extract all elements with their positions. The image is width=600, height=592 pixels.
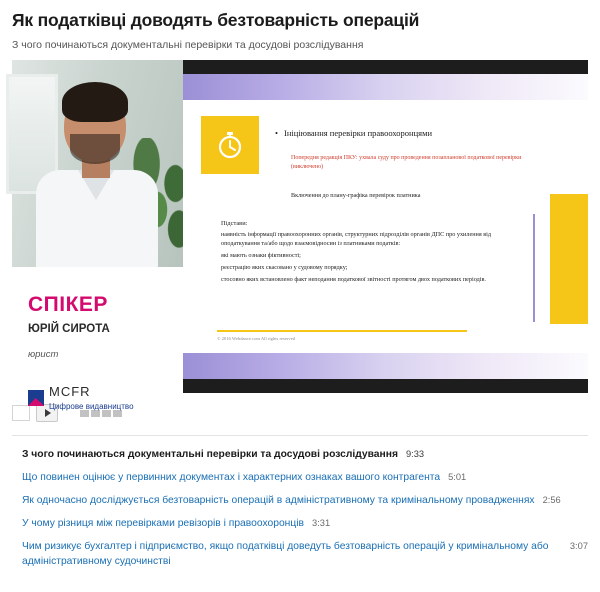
- slide-yellow-accent: [550, 194, 588, 324]
- chapter-list: [12, 436, 588, 574]
- slide-divider: [217, 330, 467, 332]
- speaker-video-frame: [12, 60, 183, 267]
- slide-ground-item: стосовно яких встановлено факт неподання податкової звітності протягом двох податкових періодів.: [221, 275, 486, 283]
- page-subtitle: З чого починаються документальні перевірки та досудові розслідування: [12, 39, 364, 51]
- speaker-beard: [70, 134, 120, 164]
- chapter-title: Чим ризикує бухгалтер і підприємство, якщо податківці доведуть безтоварність операцій у кримінальному або адміністративному судочинстві: [22, 540, 549, 567]
- page-header: [0, 0, 600, 51]
- chapter-item-5[interactable]: [12, 536, 588, 574]
- chapter-duration: 3:07: [569, 540, 588, 551]
- slide-bullet: • Ініціювання перевірки правоохоронцями: [275, 128, 432, 138]
- speaker-hair: [62, 82, 128, 122]
- chapter-title: Що повинен оцінює у первинних документах і характерних ознаках вашого контрагента: [22, 471, 441, 483]
- brand-logo: [28, 384, 167, 411]
- brand-name: MCFR: [49, 384, 91, 399]
- slide-red-note: Попередня редакція ПКУ: ухвала суду про проведення позапланової податкової перевірки (виключено): [291, 155, 522, 170]
- speaker-brow-left: [74, 118, 88, 121]
- chapter-item-3[interactable]: [12, 490, 588, 513]
- slide-ground-item: наявність інформації правоохоронних органів, структурних підрозділів органів ДПС про ухилення від оподаткування та/або щодо взаємовідносин із платниками податків:: [221, 231, 492, 247]
- stopwatch-icon: [201, 116, 259, 174]
- slide-footer: © 2016 Webdance.com All rights reserved: [217, 336, 296, 341]
- slide-grounds-title: Підстави:: [221, 220, 248, 227]
- slide-line-2: Включення до плану-графіка перевірок платника: [291, 192, 421, 199]
- chapter-title: Як одночасно досліджується безтоварність операцій в адміністративному та кримінальному провадженнях: [22, 494, 535, 506]
- page-title: Як податківці доводять безтоварність операцій: [12, 10, 420, 30]
- slide-top-gradient: [183, 74, 588, 100]
- speaker-info-card: [12, 267, 183, 411]
- chapter-duration: 9:33: [405, 449, 425, 459]
- speaker-name: ЮРІЙ СИРОТА: [28, 323, 110, 335]
- slide-grounds-box: [217, 214, 535, 322]
- chapter-duration: 5:01: [448, 471, 467, 482]
- speaker-label: СПІКЕР: [28, 293, 108, 316]
- slide-ground-item: які мають ознаки фіктивності;: [221, 251, 301, 259]
- slide-ground-item: реєстрацію яких скасовано у судовому порядку;: [221, 263, 348, 271]
- chapter-item-4[interactable]: [12, 513, 588, 536]
- slide-area: [183, 60, 588, 393]
- chapter-item-1[interactable]: [12, 444, 588, 467]
- mcfr-logo-icon: [28, 390, 44, 406]
- slide-bottom-gradient: [183, 353, 588, 379]
- chapter-duration: 3:31: [312, 517, 331, 528]
- video-player[interactable]: [12, 60, 588, 411]
- chapter-item-2[interactable]: [12, 467, 588, 490]
- presentation-slide: [183, 74, 588, 379]
- speaker-camera-panel: [12, 60, 183, 411]
- speaker-brow-right: [100, 118, 114, 121]
- chapter-duration: 2:56: [542, 494, 561, 505]
- speaker-role: юрист: [28, 349, 59, 360]
- chapter-title: З чого починаються документальні перевірки та досудові розслідування: [22, 449, 398, 460]
- chapter-title: У чому різниця між перевірками ревізорів і правоохоронців: [22, 517, 305, 529]
- brand-tagline: Цифрове видавництво: [49, 402, 134, 411]
